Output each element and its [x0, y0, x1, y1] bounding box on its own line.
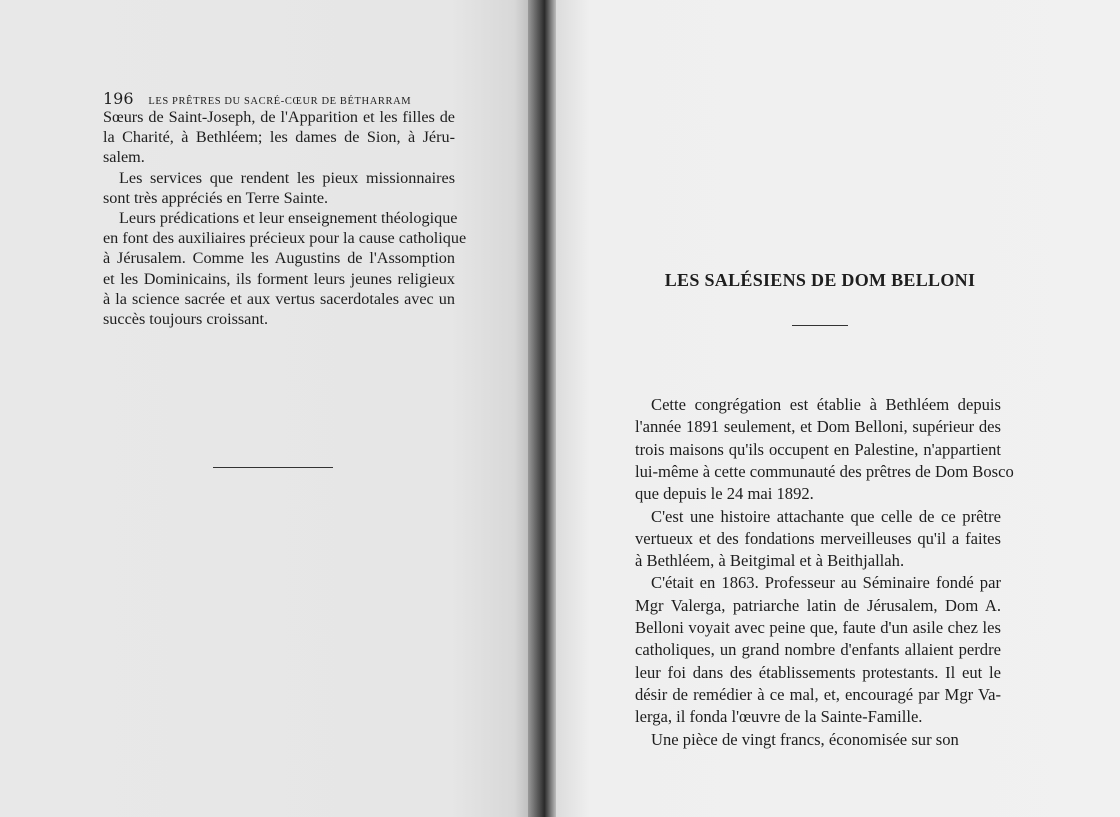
- text-line: leur foi dans des établissements protestants. Il eut le: [635, 662, 1001, 682]
- text-line: C'est une histoire attachante que celle de ce prêtre: [651, 506, 1001, 526]
- text-line: succès toujours croissant.: [103, 310, 268, 328]
- text-line: désir de remédier à ce mal, et, encouragé par Mgr Va-: [635, 684, 1001, 704]
- text-line: Leurs prédications et leur enseignement théologique: [119, 209, 458, 227]
- text-line: C'était en 1863. Professeur au Séminaire fondé par: [651, 573, 1001, 593]
- text-line: et les Dominicains, ils forment leurs jeunes religieux: [103, 269, 455, 288]
- text-line: Sœurs de Saint-Joseph, de l'Apparition et les filles de: [103, 108, 455, 126]
- text-line: Une pièce de vingt francs, économisée sur son: [651, 729, 959, 749]
- text-line: trois maisons qu'ils occupent en Palestine, n'appartient: [635, 439, 1001, 459]
- page-number: 196: [103, 89, 134, 108]
- text-line: Mgr Valerga, patriarche latin de Jérusalem, Dom A.: [635, 595, 1001, 615]
- text-line: la Charité, à Bethléem; les dames de Sion, à Jéru-: [103, 128, 455, 147]
- text-line: sont très appréciés en Terre Sainte.: [103, 188, 329, 207]
- chapter-title: LES SALÉSIENS DE DOM BELLONI: [664, 270, 976, 290]
- text-line: Les services que rendent les pieux missionnaires: [119, 168, 455, 187]
- text-line: à Jérusalem. Comme les Augustins de l'Assomption: [103, 249, 455, 268]
- text-line: lerga, il fonda l'œuvre de la Sainte-Famille.: [635, 707, 923, 727]
- text-line: Belloni voyait avec peine que, faute d'un asile chez les: [635, 618, 1001, 637]
- section-end-rule: [213, 467, 333, 468]
- running-head-title: LES PRÊTRES DU SACRÉ-CŒUR DE BÉTHARRAM: [148, 96, 412, 107]
- text-line: lui-même à cette communauté des prêtres de Dom Bosco: [635, 461, 1014, 481]
- text-line: que depuis le 24 mai 1892.: [635, 484, 814, 504]
- text-line: Cette congrégation est établie à Bethléem depuis: [651, 395, 1001, 414]
- text-line: l'année 1891 seulement, et Dom Belloni, supérieur des: [635, 417, 1001, 437]
- book-spine: [528, 0, 558, 817]
- chapter-title-rule: [792, 325, 848, 326]
- text-line: vertueux et des fondations merveilleuses qu'il a faites: [635, 528, 1001, 548]
- text-line: à la science sacrée et aux vertus sacerdotales avec un: [103, 289, 455, 308]
- text-line: salem.: [103, 148, 145, 167]
- text-line: à Bethléem, à Beitgimal et à Beithjallah.: [635, 551, 905, 571]
- text-line: catholiques, un grand nombre d'enfants allaient perdre: [635, 640, 1001, 660]
- text-line: en font des auxiliaires précieux pour la cause catholique: [103, 229, 467, 248]
- running-head: [103, 89, 463, 108]
